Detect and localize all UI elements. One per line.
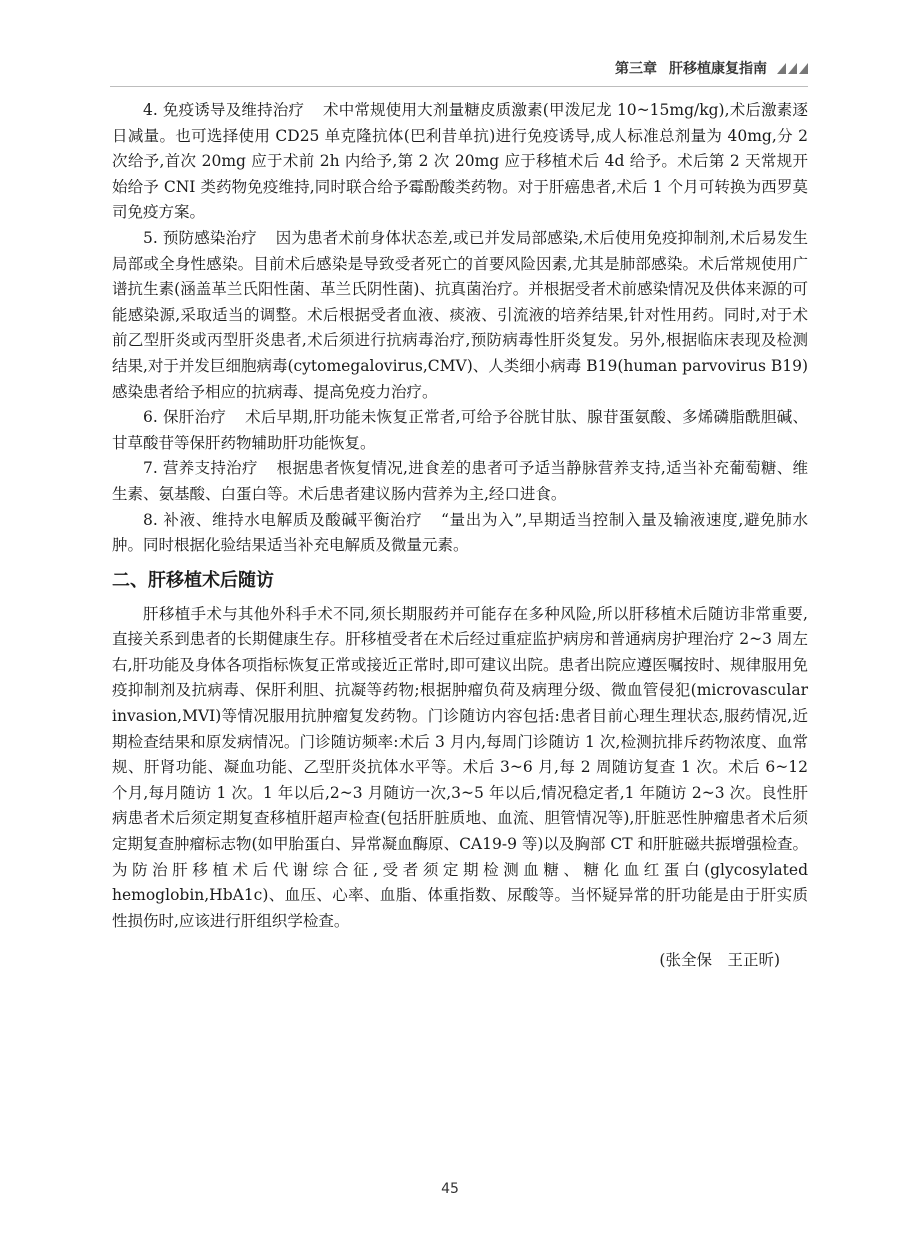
- paragraph-text: 术中常规使用大剂量糖皮质激素(甲泼尼龙 10~15mg/kg),术后激素逐日减量。也可选择使用 CD25 单克隆抗体(巴利昔单抗)进行免疫诱导,成人标准总剂量为 40mg,分 2 次给予,首次 20mg 应于术前 2h 内给予,第 2 次 20mg 应于移植术后 4d 给予。术后第 2 天常规开始给予 CNI 类药物免疫维持,同时联合给予霉酚酸类药物。对于肝癌患者,术后 1 个月可转换为西罗莫司免疫方案。: [112, 101, 808, 222]
- paragraph-liver-protection: [112, 405, 808, 456]
- paragraph-heading: 8. 补液、维持水电解质及酸碱平衡治疗: [143, 510, 423, 529]
- page-number: 45: [441, 1181, 459, 1197]
- paragraph-fluids: [112, 508, 808, 559]
- paragraph-heading: 6. 保肝治疗: [143, 408, 227, 427]
- section-title: 二、肝移植术后随访: [112, 569, 274, 591]
- paragraph-text: 根据患者恢复情况,进食差的患者可予适当静脉营养支持,适当补充葡萄糖、维生素、氨基酸、白蛋白等。术后患者建议肠内营养为主,经口进食。: [112, 459, 809, 503]
- paragraph-nutrition: [112, 456, 808, 507]
- paragraph-text: 因为患者术前身体状态差,或已并发局部感染,术后使用免疫抑制剂,术后易发生局部或全身性感染。目前术后感染是导致受者死亡的首要风险因素,尤其是肺部感染。术后常规使用广谱抗生素(涵盖革兰氏阳性菌、革兰氏阴性菌)、抗真菌治疗。并根据受者术前感染情况及供体来源的可能感染源,采取适当的调整。术后根据受者血液、痰液、引流液的培养结果,针对性用药。同时,对于术前乙型肝炎或丙型肝炎患者,术后须进行抗病毒治疗,预防病毒性肝炎复发。另外,根据临床表现及检测结果,对于并发巨细胞病毒(cytomegalovirus,CMV)、人类细小病毒 B19(human parvovirus B19)感染患者给予相应的抗病毒、提高免疫力治疗。: [112, 228, 808, 401]
- paragraph-heading: 4. 免疫诱导及维持治疗: [143, 101, 305, 119]
- running-header: [615, 58, 808, 78]
- paragraph-text: “量出为入”,早期适当控制入量及输液速度,避免肺水肿。同时根据化验结果适当补充电解质及微量元素。: [112, 510, 808, 555]
- page-content: [112, 98, 808, 973]
- paragraph-text: 术后早期,肝功能未恢复正常者,可给予谷胱甘肽、腺苷蛋氨酸、多烯磷脂酰胆碱、甘草酸苷等保肝药物辅助肝功能恢复。: [112, 408, 808, 452]
- guide-title: 肝移植康复指南: [669, 61, 767, 77]
- paragraph-heading: 7. 营养支持治疗: [143, 459, 258, 478]
- triangle-decoration-icon: [775, 63, 808, 74]
- paragraph-follow-up: 肝移植手术与其他外科手术不同,须长期服药并可能存在多种风险,所以肝移植术后随访非常重要,直接关系到患者的长期健康生存。肝移植受者在术后经过重症监护病房和普通病房护理治疗 2~3 周左右,肝功能及身体各项指标恢复正常或接近正常时,即可建议出院。患者出院应遵医嘱按时、规律服用免疫抑制剂及抗病毒、保肝利胆、抗凝等药物;根据肿瘤负荷及病理分级、微血管侵犯(microvascular invasion,MVI)等情况服用抗肿瘤复发药物。门诊随访内容包括:患者目前心理生理状态,服药情况,近期检查结果和原发病情况。门诊随访频率:术后 3 月内,每周门诊随访 1 次,检测抗排斥药物浓度、血常规、肝肾功能、凝血功能、乙型肝炎抗体水平等。术后 3~6 月,每 2 周随访复查 1 次。术后 6~12 个月,每月随访 1 次。1 年以后,2~3 月随访一次,3~5 年以后,情况稳定者,1 年随访 2~3 次。良性肝病患者术后须定期复查移植肝超声检查(包括肝脏质地、血流、胆管情况等),肝脏恶性肿瘤患者术后须定期复查肿瘤标志物(如甲胎蛋白、异常凝血酶原、CA19-9 等)以及胸部 CT 和肝脏磁共振增强检查。为防治肝移植术后代谢综合征,受者须定期检测血糖、糖化血红蛋白(glycosylated hemoglobin,HbA1c)、血压、心率、血脂、体重指数、尿酸等。当怀疑异常的肝功能是由于肝实质性损伤时,应该进行肝组织学检查。: [112, 604, 808, 930]
- chapter-label: 第三章: [615, 61, 657, 77]
- author-credit: (张全保 王正昕): [659, 951, 780, 970]
- paragraph-immunity: [112, 98, 808, 226]
- header-divider: [110, 86, 808, 87]
- paragraph-infection: [112, 226, 808, 405]
- paragraph-heading: 5. 预防感染治疗: [143, 228, 257, 247]
